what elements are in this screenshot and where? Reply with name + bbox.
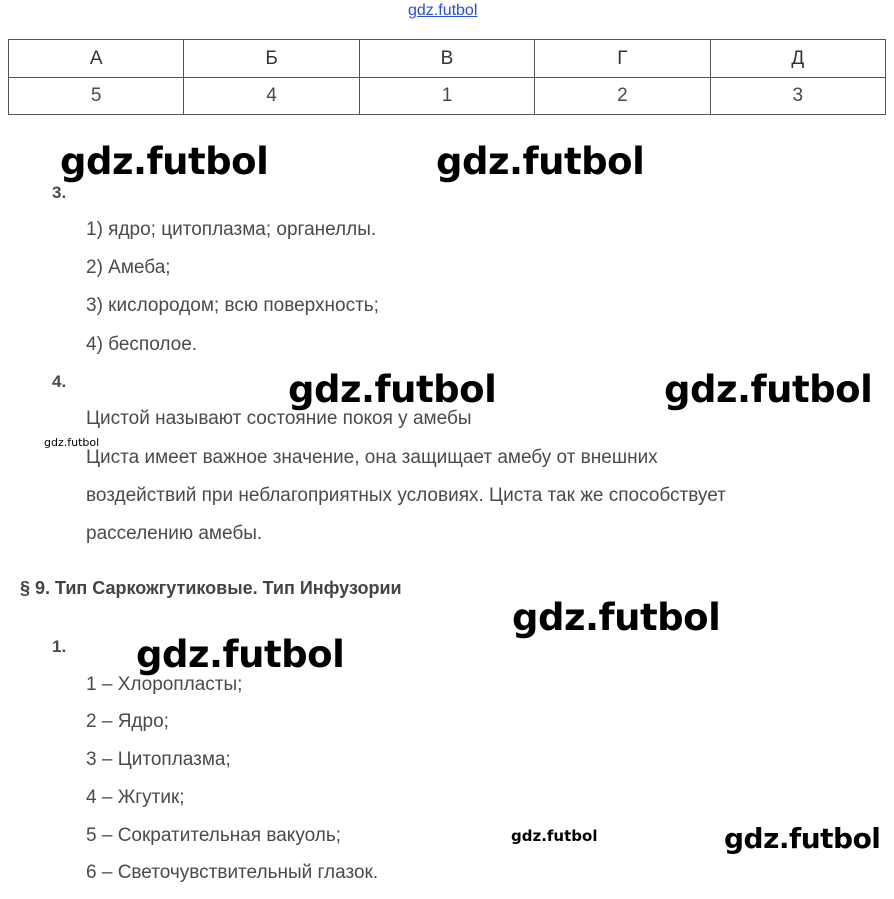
table-row (9, 78, 886, 115)
table-header-cell: Д (710, 40, 885, 78)
table-cell: 1 (359, 78, 534, 115)
question-number: 1. (52, 637, 67, 656)
answer-line: 4) бесполое. (86, 334, 198, 355)
answer-line: 6 – Светочувствительный глазок. (86, 862, 379, 883)
watermark: gdz.futbol (724, 822, 881, 855)
answer-line: 3) кислородом; всю поверхность; (86, 295, 379, 316)
watermark: gdz.futbol (44, 436, 100, 449)
watermark: gdz.futbol (436, 140, 645, 183)
table-cell: 4 (184, 78, 359, 115)
watermark: gdz.futbol (288, 368, 497, 411)
question-number: 3. (52, 183, 67, 202)
watermark: gdz.futbol (136, 633, 345, 676)
answer-line: 2 – Ядро; (86, 711, 169, 732)
watermark: gdz.futbol (511, 827, 598, 845)
table-header-cell: В (359, 40, 534, 78)
answer-table (8, 39, 886, 115)
answer-line: 2) Амеба; (86, 257, 171, 278)
table-header-cell: Г (535, 40, 710, 78)
table-cell: 5 (9, 78, 184, 115)
answer-line: воздействий при неблагоприятных условиях. Циста так же способствует (86, 485, 726, 506)
answer-line: расселению амебы. (86, 523, 263, 544)
watermark: gdz.futbol (664, 368, 873, 411)
table-header-cell: А (9, 40, 184, 78)
table-cell: 3 (710, 78, 885, 115)
answer-line: Циста имеет важное значение, она защищает амебу от внешних (86, 447, 658, 468)
answer-line: Цистой называют состояние покоя у амебы (86, 408, 472, 429)
table-cell: 2 (535, 78, 710, 115)
site-link[interactable]: gdz.futbol (408, 2, 478, 19)
answer-line: 3 – Цитоплазма; (86, 749, 231, 770)
watermark: gdz.futbol (60, 140, 269, 183)
table-header-row (9, 40, 886, 78)
paragraph-heading: § 9. Тип Саркожгутиковые. Тип Инфузории (20, 578, 402, 598)
question-number: 4. (52, 372, 67, 391)
answer-line: 4 – Жгутик; (86, 787, 185, 808)
answer-line: 1) ядро; цитоплазма; органеллы. (86, 219, 377, 240)
answer-line: 1 – Хлоропласты; (86, 674, 243, 695)
table-header-cell: Б (184, 40, 359, 78)
watermark: gdz.futbol (512, 596, 721, 639)
answer-line: 5 – Сократительная вакуоль; (86, 825, 342, 846)
